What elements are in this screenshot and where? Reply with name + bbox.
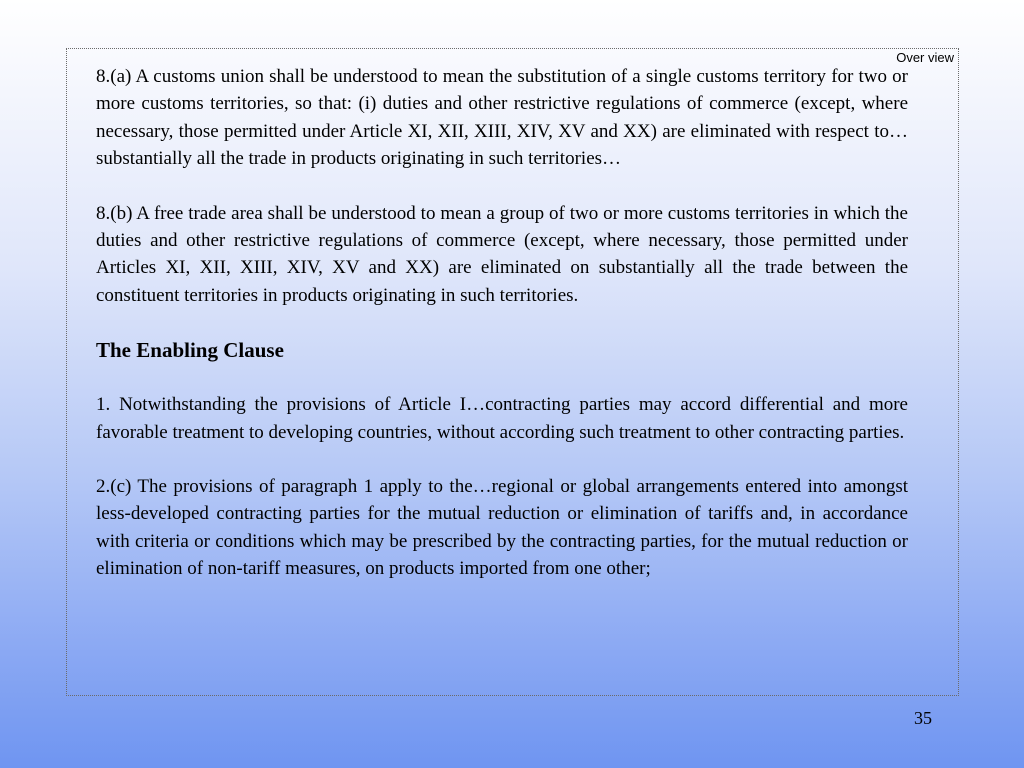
paragraph-8a: 8.(a) A customs union shall be understood to mean the substitution of a single customs territory for two or more customs territories, so that: (i) duties and other restrictive regulations of commerce (except, where necessary, those permitted under Article XI, XII, XIII, XIV, XV and XX) are eliminated with respect to…substantially all the trade in products originating in such territories… bbox=[96, 66, 908, 170]
slide-content bbox=[96, 63, 908, 583]
paragraph-8b: 8.(b) A free trade area shall be understood to mean a group of two or more customs territories in which the duties and other restrictive regulations of commerce (except, where necessary, those permitted under Articles XI, XII, XIII, XIV, XV and XX) are eliminated on substantially all the trade between the constituent territories in products originating in such territories. bbox=[96, 202, 908, 306]
page-number: 35 bbox=[914, 708, 932, 728]
paragraph-1: 1. Notwithstanding the provisions of Article I…contracting parties may accord differential and more favorable treatment to developing countries, without according such treatment to other contracting parties. bbox=[96, 394, 908, 443]
paragraph-2c: 2.(c) The provisions of paragraph 1 apply to the…regional or global arrangements entered into amongst less-developed contracting parties for the mutual reduction or elimination of tariffs and, in accordance with criteria or conditions which may be prescribed by the contracting parties, for the mutual reduction or elimination of non-tariff measures, on products imported from one other; bbox=[96, 476, 908, 580]
section-heading: The Enabling Clause bbox=[96, 338, 284, 363]
overview-link[interactable]: Over view bbox=[896, 50, 954, 65]
